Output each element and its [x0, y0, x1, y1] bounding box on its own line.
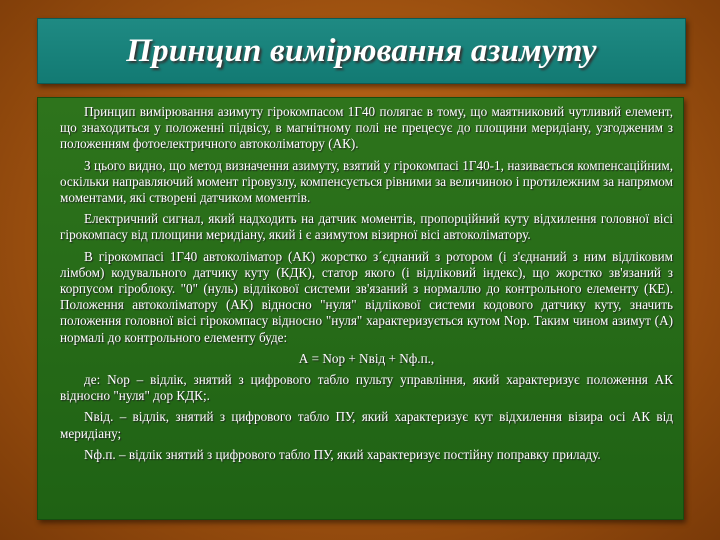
paragraph-nvid: Nвід. – відлік, знятий з цифрового табло ПУ, який характеризує кут відхилення візира осі АК від меридіану; [60, 409, 673, 441]
paragraph-autocollimator: В гірокомпасі 1Г40 автоколіматор (АК) жорстко з´єднаний з ротором (і з'єднаний з ним відліковим лімбом) кодувального датчику куту (КДК), статор якого (і відліковий індекс), що жорстко зв'язаний з корпусом гіроблоку. "0" (нуль) відлікової системи зв'язаний з нормаллю до контрольного елементу (КЕ). Положення автоколіматору (АК) відносно "нуля" відлікової системи кодового датчику куту, значить положення головної вісі гірокомпасу відносно "нуля" характеризується кутом Nор. Таким чином азимут (А) нормалі до контрольного елементу буде: [60, 248, 673, 345]
slide-title: Принцип вимірювання азимуту [126, 32, 597, 69]
paragraph-nor: де: Nор – відлік, знятий з цифрового табло пульту управління, який характеризує положення АК відносно "нуля" дор КДК;. [60, 372, 673, 404]
title-panel [37, 18, 686, 84]
paragraph-method: З цього видно, що метод визначення азимуту, взятий у гірокомпасі 1Г40-1, називається компенсаційним, оскільки направляючий момент гіровузлу, компенсується рівними за величиною і протилежним за напрямом моментами, які створені датчиком моментів. [60, 157, 673, 206]
content-panel [37, 97, 684, 520]
azimuth-formula: А = Nор + Nвід + Nф.п., [298, 350, 435, 366]
paragraph-signal: Електричний сигнал, який надходить на датчик моментів, пропорційний куту відхилення головної вісі гірокомпасу від площини меридіану, який і є азимутом візирної вісі автоколіматору. [60, 211, 673, 243]
paragraph-nfp: Nф.п. – відлік знятий з цифрового табло ПУ, який характеризує постійну поправку приладу. [84, 446, 601, 462]
paragraph-principle: Принцип вимірювання азимуту гірокомпасом 1Г40 полягає в тому, що маятниковий чутливий елемент, що знаходиться у положенні підвісу, в магнітному полі не прецесує до площини меридіану, узгодженим з положенням фотоелектричного автоколіматору (АК). [60, 104, 673, 152]
